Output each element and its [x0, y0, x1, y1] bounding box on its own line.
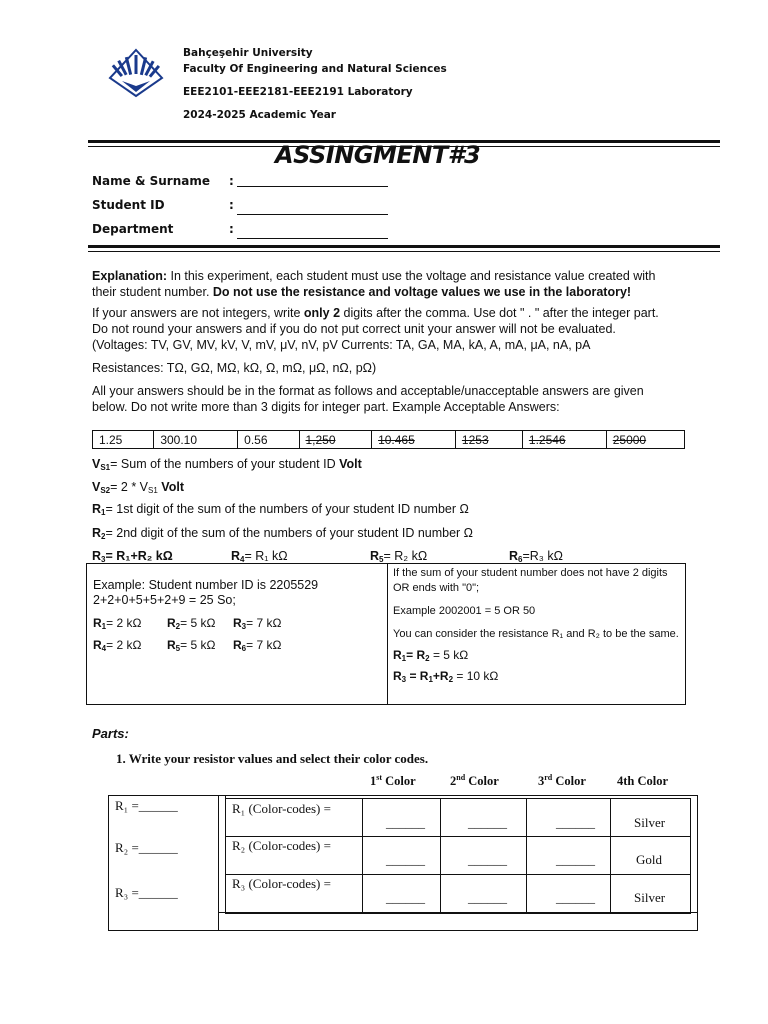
- example-sum: 2+2+0+5+5+2+9 = 25 So;: [93, 593, 236, 607]
- example-answer-value: 0.56: [244, 432, 268, 447]
- r6-definition: $R_6=R_3$ kΩ: [509, 549, 563, 564]
- name-input-line[interactable]: [237, 186, 388, 187]
- r4-definition: $R_4= R_1$ kΩ: [231, 549, 288, 564]
- r2-color-label: R₂ (Color-codes) =: [232, 838, 331, 853]
- instructions-text-cont: digits after the comma. Use dot " . " after the integer part. Do not round your answers and if you do not put correct unit your answer will not be evaluated. (Voltages: TV, GV, MV, kV, V, mV, μV, nV, pV Currents: TA, GA, MA, kA, A, mA, μA, nA, pA: [92, 306, 659, 352]
- col-header-3rd: 3rd Color: [538, 773, 586, 788]
- r2-color3-blank[interactable]: ______: [556, 852, 595, 867]
- example-answer-value: 1253: [461, 432, 489, 447]
- r1-left-label: R₁ =: [115, 798, 139, 813]
- r1-answer[interactable]: [115, 798, 178, 814]
- r1-blank: ______: [138, 798, 178, 813]
- example-r1: = 2 kΩ: [106, 616, 142, 630]
- page-title: ASSINGMENT#3: [275, 141, 481, 169]
- example-r3: = 7 kΩ: [246, 616, 282, 630]
- vs2-unit: Volt: [161, 480, 184, 494]
- r3-answer[interactable]: [115, 885, 178, 901]
- col-header-1st: 1st Color: [370, 773, 416, 788]
- field-department-row: [92, 220, 392, 244]
- academic-year: 2024-2025 Academic Year: [183, 109, 336, 121]
- answer-format-note: All your answers should be in the format as follows and acceptable/unacceptable answers are given below. Do not write more than 3 digits for integer part. Example Acceptable Answers:: [92, 384, 644, 414]
- r2-definition: $R_2= 2nd$ digit of the sum of the numbers of your student ID number Ω: [92, 526, 474, 541]
- special-case-eq1: $R_1= R_2 = 5$ kΩ: [393, 648, 469, 663]
- mid-rule-thin: [88, 251, 720, 252]
- instructions-text: If your answers are not integers, write: [92, 306, 304, 320]
- field-colon: :: [229, 222, 234, 236]
- eq1-value: = 5 kΩ: [432, 648, 469, 662]
- r1-color-label: R₁ (Color-codes) =: [232, 801, 331, 816]
- r1-color3-blank[interactable]: ______: [556, 815, 595, 830]
- special-case-rule: You can consider the resistance R₁ and R₂ to be the same.: [393, 628, 679, 640]
- r1-color2-blank[interactable]: ______: [468, 815, 507, 830]
- example-answer-cell: [455, 431, 522, 449]
- eq2-value: = 10 kΩ: [456, 669, 499, 683]
- vs1-text: = Sum of the numbers of your student ID: [110, 457, 340, 471]
- field-name-row: [92, 172, 392, 196]
- example-answer-value: 1.25: [99, 432, 123, 447]
- example-right: [393, 566, 681, 684]
- example-answers-table: [92, 430, 685, 449]
- vs1-unit: Volt: [339, 457, 362, 471]
- col-header-4th-text: 4th Color: [617, 774, 669, 788]
- resistance-units: Resistances: TΩ, GΩ, MΩ, kΩ, Ω, mΩ, μΩ, nΩ, pΩ): [92, 361, 377, 375]
- example-r2: = 5 kΩ: [180, 616, 216, 630]
- explanation-text: In this experiment, each student must use the voltage and resistance value created with their student number.: [92, 269, 656, 299]
- r3-blank: ______: [138, 885, 178, 900]
- example-answer-value: 1.2546: [528, 432, 566, 447]
- example-left: [93, 578, 318, 608]
- example-r6: = 7 kΩ: [246, 638, 282, 652]
- example-answer-value: 300.10: [160, 432, 198, 447]
- example-answer-value: 10.465: [378, 432, 415, 447]
- field-label: Department: [92, 222, 174, 236]
- r5-text: = R₂ kΩ: [383, 549, 428, 563]
- example-r5: = 5 kΩ: [180, 638, 216, 652]
- r2-color1-blank[interactable]: ______: [386, 852, 425, 867]
- faculty-name: Faculty Of Engineering and Natural Sciences: [183, 63, 447, 75]
- r6-text: =R₃ kΩ: [522, 549, 563, 563]
- vs2-text: = 2 * V: [110, 480, 149, 494]
- r3-left-label: R₃ =: [115, 885, 139, 900]
- r3-text: = R₁+R₂ kΩ: [105, 549, 173, 563]
- example-answer-value: 25000: [612, 432, 647, 447]
- example-box-divider: [387, 564, 388, 704]
- example-answers-row: [93, 431, 685, 449]
- format-instructions: [92, 305, 672, 353]
- question-1: 1. Write your resistor values and select their color codes.: [116, 751, 429, 766]
- explanation-paragraph: [92, 268, 682, 300]
- example-student-id: Example: Student number ID is 2205529: [93, 578, 319, 592]
- example-answer-cell: [606, 431, 684, 449]
- special-case-example: Example 2002001 = 5 OR 50: [393, 605, 536, 617]
- r3-color2-blank[interactable]: ______: [468, 890, 507, 905]
- r1-text: = 1st digit of the sum of the numbers of your student ID number Ω: [105, 502, 469, 516]
- explanation-warning: Do not use the resistance and voltage values we use in the laboratory!: [212, 285, 632, 299]
- r1-color4: Silver: [634, 815, 666, 830]
- example-values: $R_1= 2$ kΩ $R_2= 5$ kΩ $R_3= 7$ kΩ $R_4= 2$ kΩ $R_5= 5$ kΩ $R_6= 7$ kΩ: [93, 616, 282, 653]
- special-case-eq2: $R_3 = R_1+R_2 = 10$ kΩ: [393, 669, 499, 684]
- r5-definition: $R_5= R_2$ kΩ: [370, 549, 428, 564]
- example-answer-cell: [522, 431, 606, 449]
- r2-color2-blank[interactable]: ______: [468, 852, 507, 867]
- student-info-fields: [92, 172, 392, 244]
- r2-left-label: R₂ =: [115, 840, 139, 855]
- vs1-definition: $V_{S1}=$ Sum of the numbers of your student ID Volt: [92, 457, 362, 472]
- col-header-4th: [617, 774, 668, 789]
- r3-color-label: R₃ (Color-codes) =: [232, 876, 331, 891]
- student-id-input-line[interactable]: [237, 214, 388, 215]
- field-colon: :: [229, 174, 234, 188]
- r4-text: = R₁ kΩ: [244, 549, 288, 563]
- field-colon: :: [229, 198, 234, 212]
- field-label: Student ID: [92, 198, 165, 212]
- vs2-definition: $V_{S2}= 2 * V_{S1}$ Volt: [92, 480, 184, 495]
- field-label: Name & Surname: [92, 174, 210, 188]
- r1-color1-blank[interactable]: ______: [386, 815, 425, 830]
- col-header-2nd: 2nd Color: [450, 773, 499, 788]
- example-answer-cell: [372, 431, 456, 449]
- university-name: Bahçeşehir University: [183, 47, 313, 59]
- example-r4: = 2 kΩ: [106, 638, 142, 652]
- explanation-label: Explanation:: [92, 269, 168, 283]
- university-logo: [108, 48, 164, 98]
- mid-rule-thick: [88, 245, 720, 248]
- example-answer-cell: [93, 431, 154, 449]
- example-answer-cell: [299, 431, 372, 449]
- r3-color4: Silver: [634, 890, 666, 905]
- r2-color4: Gold: [636, 852, 662, 867]
- instructions-bold: only 2: [303, 306, 341, 320]
- r3-definition: $R_3= R_1+R_2$ kΩ: [92, 549, 173, 564]
- r2-answer[interactable]: [115, 840, 178, 856]
- r1-definition: $R_1= 1st$ digit of the sum of the numbers of your student ID number Ω: [92, 502, 469, 517]
- r2-blank: ______: [138, 840, 178, 855]
- r3-color3-blank[interactable]: ______: [556, 890, 595, 905]
- field-id-row: [92, 196, 392, 220]
- special-case-note: If the sum of your student number does not have 2 digits OR ends with "0";: [393, 567, 668, 594]
- example-answer-value: 1,250: [305, 432, 336, 447]
- r2-text: = 2nd digit of the sum of the numbers of your student ID number Ω: [105, 526, 474, 540]
- example-answer-cell: [154, 431, 238, 449]
- department-input-line[interactable]: [237, 238, 388, 239]
- parts-heading: Parts:: [92, 726, 129, 741]
- example-answer-cell: [238, 431, 299, 449]
- course-code: EEE2101-EEE2181-EEE2191 Laboratory: [183, 86, 413, 98]
- r3-color1-blank[interactable]: ______: [386, 890, 425, 905]
- example-box: [86, 563, 686, 705]
